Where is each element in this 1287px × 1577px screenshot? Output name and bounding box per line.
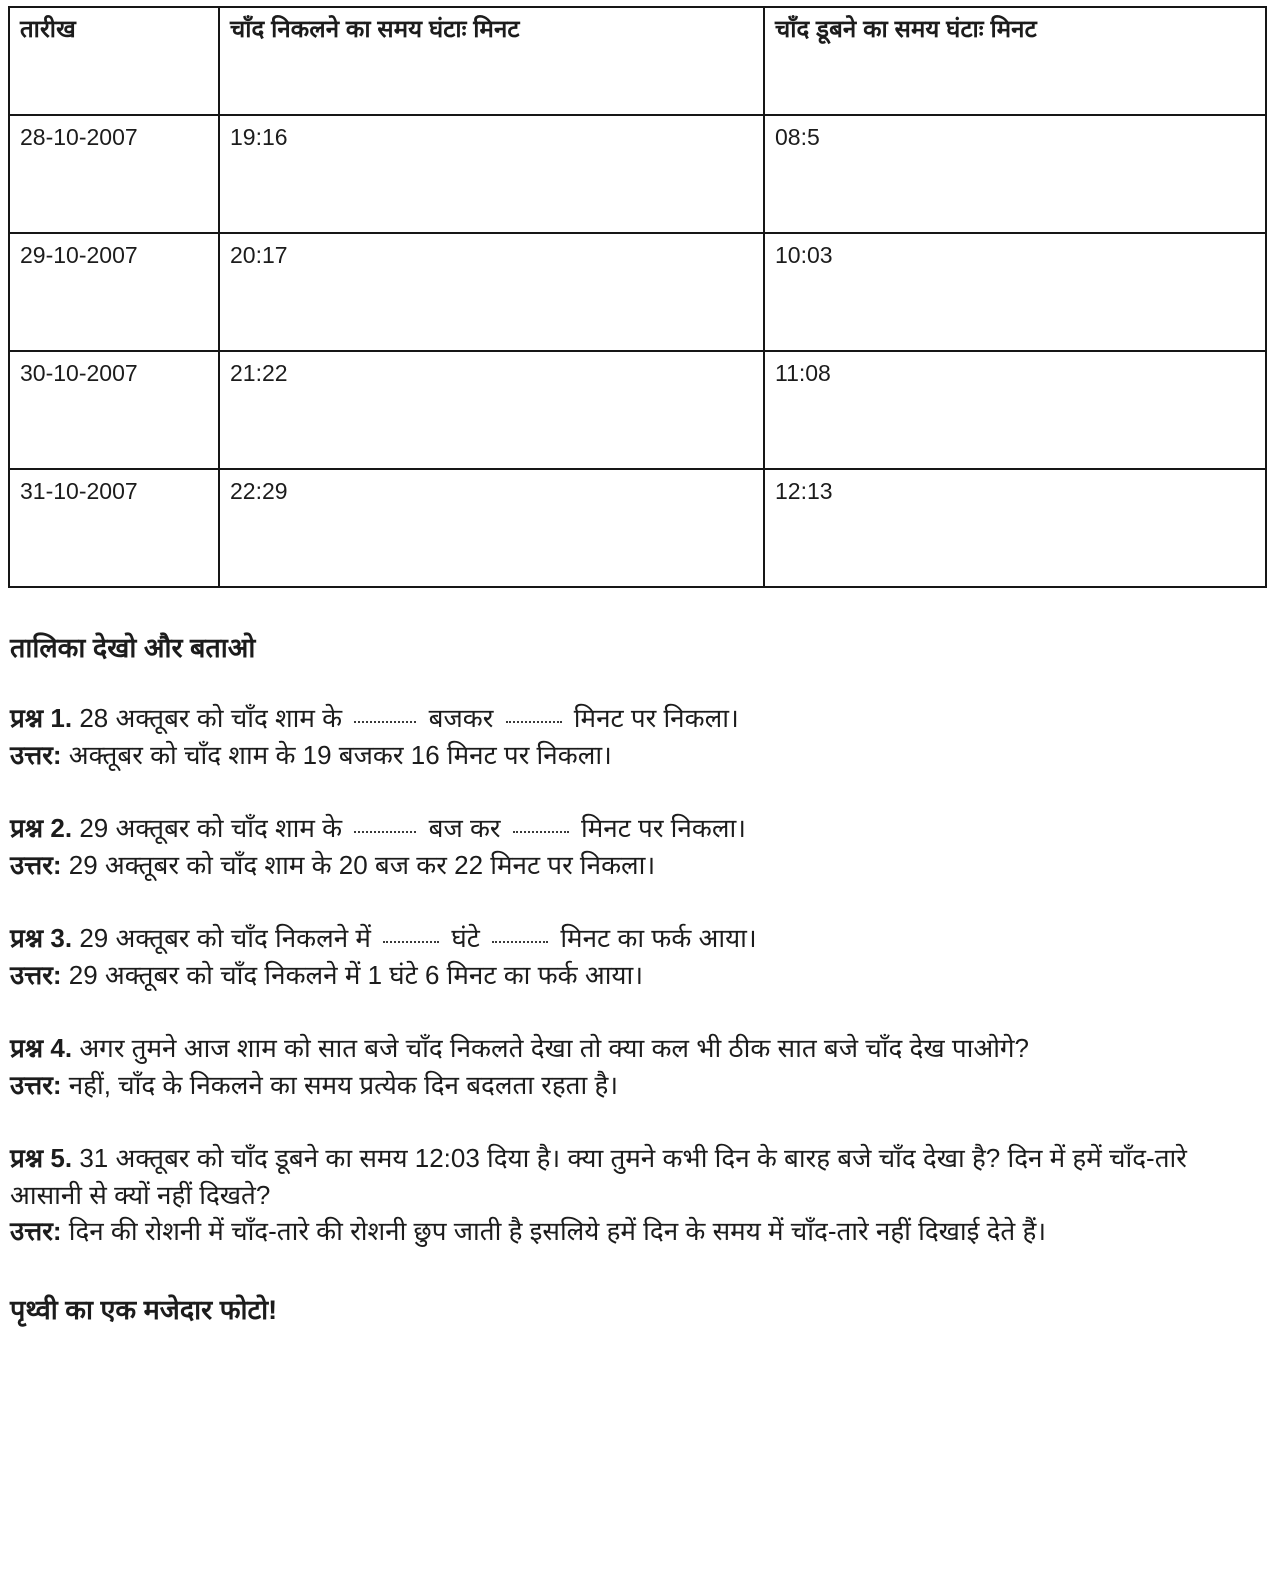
table-header-cell-moonset [764, 7, 1266, 115]
cell-value-moonset: 08:5 [775, 124, 820, 150]
question-line-4 [10, 1030, 1265, 1067]
answer-blank [513, 831, 569, 833]
cell-value-date: 31-10-2007 [20, 478, 138, 504]
question-label-5: प्रश्न 5. [10, 1142, 73, 1173]
qa-block-1 [10, 700, 1265, 774]
answer-label-5: उत्तर: [10, 1216, 62, 1247]
answer-line-4 [10, 1067, 1265, 1104]
question-label-4: प्रश्न 4. [10, 1032, 73, 1063]
moon-timings-table [8, 6, 1267, 588]
answer-label-4: उत्तर: [10, 1069, 62, 1100]
table-row [9, 351, 1266, 469]
question-text-2a: 29 अक्तूबर को चाँद शाम के [72, 813, 350, 844]
answer-text-4: नहीं, चाँद के निकलने का समय प्रत्येक दिन बदलता रहता है। [61, 1069, 619, 1100]
question-text-4: अगर तुमने आज शाम को सात बजे चाँद निकलते देखा तो क्या कल भी ठीक सात बजे चाँद देख पाओगे? [72, 1032, 1030, 1063]
question-label-3: प्रश्न 3. [10, 923, 73, 954]
question-line-2 [10, 810, 1265, 847]
question-text-3a: 29 अक्तूबर को चाँद निकलने में [72, 923, 379, 954]
qa-block-4 [10, 1030, 1265, 1104]
answer-text-5: दिन की रोशनी में चाँद-तारे की रोशनी छुप जाती है इसलिये हमें दिन के समय में चाँद-तारे नहीं दिखाई देते हैं। [61, 1216, 1047, 1247]
answer-blank [354, 831, 416, 833]
qa-block-3 [10, 920, 1265, 994]
table-row [9, 115, 1266, 233]
cell-moonrise [219, 115, 764, 233]
cell-value-moonset: 12:13 [775, 478, 833, 504]
header-label-moonset: चाँद डूबने का समय घंटाः मिनट [775, 16, 1037, 43]
cell-moonrise [219, 469, 764, 587]
question-text-2b: बज कर [421, 813, 508, 844]
answer-blank [506, 721, 562, 723]
answer-line-3 [10, 957, 1265, 994]
answer-text-1: अक्तूबर को चाँद शाम के 19 बजकर 16 मिनट पर निकला। [61, 740, 612, 771]
header-label-date: तारीख [20, 16, 76, 43]
qa-block-5 [10, 1140, 1265, 1251]
cell-date [9, 351, 219, 469]
bottom-heading: पृथ्वी का एक मजेदार फोटो! [10, 1295, 278, 1326]
answer-line-2 [10, 847, 1265, 884]
question-text-3c: मिनट का फर्क आया। [553, 923, 757, 954]
table-row [9, 233, 1266, 351]
cell-value-moonrise: 21:22 [230, 360, 288, 386]
cell-moonrise [219, 351, 764, 469]
question-text-5: 31 अक्तूबर को चाँद डूबने का समय 12:03 दिया है। क्या तुमने कभी दिन के बारह बजे चाँद देखा है? दिन में हमें चाँद-तारे आसानी से क्यों नहीं दिखते? [10, 1142, 1187, 1210]
cell-moonset [764, 351, 1266, 469]
cell-moonrise [219, 233, 764, 351]
cell-value-moonrise: 19:16 [230, 124, 288, 150]
cell-value-moonrise: 22:29 [230, 478, 288, 504]
answer-text-2: 29 अक्तूबर को चाँद शाम के 20 बज कर 22 मिनट पर निकला। [61, 850, 656, 881]
document-page [0, 6, 1287, 1577]
answer-blank [383, 941, 439, 943]
answer-label-3: उत्तर: [10, 959, 62, 990]
question-line-3 [10, 920, 1265, 957]
question-text-1a: 28 अक्तूबर को चाँद शाम के [72, 703, 350, 734]
answer-text-3: 29 अक्तूबर को चाँद निकलने में 1 घंटे 6 मिनट का फर्क आया। [61, 959, 644, 990]
question-text-2c: मिनट पर निकला। [573, 813, 747, 844]
answer-line-1 [10, 737, 1265, 774]
cell-moonset [764, 469, 1266, 587]
cell-date [9, 233, 219, 351]
answer-label-2: उत्तर: [10, 850, 62, 881]
table-header-cell-date [9, 7, 219, 115]
cell-value-moonset: 10:03 [775, 242, 833, 268]
answer-blank [492, 941, 548, 943]
qa-block-2 [10, 810, 1265, 884]
cell-moonset [764, 233, 1266, 351]
cell-value-date: 29-10-2007 [20, 242, 138, 268]
cell-value-moonrise: 20:17 [230, 242, 288, 268]
table-header-cell-moonrise [219, 7, 764, 115]
question-text-1b: बजकर [421, 703, 501, 734]
question-label-2: प्रश्न 2. [10, 813, 73, 844]
answer-line-5 [10, 1213, 1265, 1250]
question-line-1 [10, 700, 1265, 737]
question-line-5 [10, 1140, 1265, 1214]
question-text-1c: मिनट पर निकला। [566, 703, 739, 734]
cell-date [9, 469, 219, 587]
cell-moonset [764, 115, 1266, 233]
question-text-3b: घंटे [444, 923, 488, 954]
section-heading: तालिका देखो और बताओ [10, 633, 256, 663]
question-label-1: प्रश्न 1. [10, 703, 73, 734]
answer-blank [354, 721, 416, 723]
cell-date [9, 115, 219, 233]
table-row [9, 469, 1266, 587]
cell-value-date: 30-10-2007 [20, 360, 138, 386]
cell-value-moonset: 11:08 [775, 360, 831, 386]
table-header-row [9, 7, 1266, 115]
answer-label-1: उत्तर: [10, 740, 62, 771]
header-label-moonrise: चाँद निकलने का समय घंटाः मिनट [230, 16, 520, 43]
cell-value-date: 28-10-2007 [20, 124, 138, 150]
